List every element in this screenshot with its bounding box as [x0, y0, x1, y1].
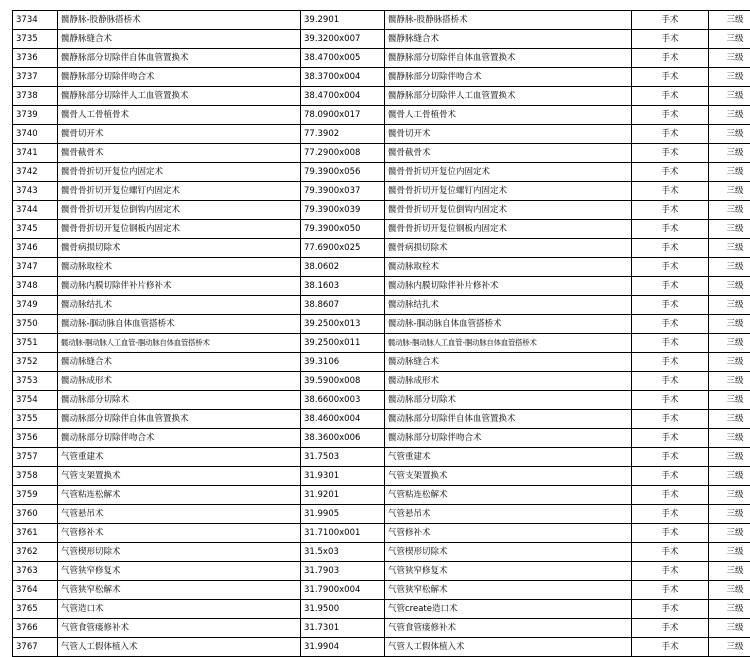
table-cell: 3747	[13, 258, 58, 277]
table-cell: 气管修补术	[58, 524, 301, 543]
table-cell: 三级	[709, 239, 750, 258]
table-cell: 髋静脉-股静脉搭桥术	[58, 11, 301, 30]
table-cell: 三级	[709, 372, 750, 391]
table-cell: 髋静脉部分切除伴人工血管置换术	[58, 87, 301, 106]
table-row	[13, 638, 750, 657]
table-cell: 3750	[13, 315, 58, 334]
table-cell: 气管楔形切除术	[58, 543, 301, 562]
table-cell: 手术	[632, 163, 709, 182]
table-row	[13, 410, 750, 429]
table-row	[13, 543, 750, 562]
table-cell: 77.3902	[301, 125, 385, 144]
table-cell: 31.9301	[301, 467, 385, 486]
table-cell: 三级	[709, 410, 750, 429]
table-cell: 髋骨病损切除术	[385, 239, 632, 258]
table-cell: 髋动脉内膜切除伴补片修补术	[58, 277, 301, 296]
table-cell: 三级	[709, 30, 750, 49]
table-cell: 3758	[13, 467, 58, 486]
table-row	[13, 429, 750, 448]
table-cell: 三级	[709, 144, 750, 163]
table-cell: 髋骨截骨术	[58, 144, 301, 163]
table-cell: 手术	[632, 410, 709, 429]
table-row	[13, 144, 750, 163]
table-cell: 39.2500x013	[301, 315, 385, 334]
table-cell: 髋动脉-腘动脉人工血管-腘动脉自体血管搭桥术	[58, 334, 301, 353]
table-cell: 38.4600x004	[301, 410, 385, 429]
table-cell: 气管狭窄修复术	[58, 562, 301, 581]
table-cell: 手术	[632, 11, 709, 30]
table-cell: 31.7301	[301, 619, 385, 638]
table-cell: 3767	[13, 638, 58, 657]
table-row	[13, 391, 750, 410]
table-cell: 38.8607	[301, 296, 385, 315]
table-cell: 79.3900x039	[301, 201, 385, 220]
table-cell: 38.6600x003	[301, 391, 385, 410]
table-cell: 手术	[632, 505, 709, 524]
table-cell: 38.4700x005	[301, 49, 385, 68]
table-cell: 髋动脉-腘动脉自体血管搭桥术	[58, 315, 301, 334]
table-cell: 髋静脉-股静脉搭桥术	[385, 11, 632, 30]
table-cell: 三级	[709, 125, 750, 144]
table-cell: 手术	[632, 182, 709, 201]
table-cell: 手术	[632, 524, 709, 543]
table-cell: 髋动脉结扎术	[58, 296, 301, 315]
table-cell: 3765	[13, 600, 58, 619]
table-cell: 气管重建术	[58, 448, 301, 467]
table-cell: 3748	[13, 277, 58, 296]
table-cell: 38.3700x004	[301, 68, 385, 87]
table-cell: 三级	[709, 11, 750, 30]
table-cell: 手术	[632, 619, 709, 638]
table-cell: 气管楔形切除术	[385, 543, 632, 562]
table-cell: 髋动脉部分切除伴自体血管置换术	[385, 410, 632, 429]
table-cell: 手术	[632, 353, 709, 372]
table-cell: 3744	[13, 201, 58, 220]
table-cell: 髋静脉部分切除伴吻合术	[385, 68, 632, 87]
table-cell: 三级	[709, 334, 750, 353]
table-cell: 3736	[13, 49, 58, 68]
table-cell: 气管支架置换术	[385, 467, 632, 486]
table-cell: 三级	[709, 277, 750, 296]
table-cell: 手术	[632, 429, 709, 448]
table-cell: 3763	[13, 562, 58, 581]
table-cell: 手术	[632, 372, 709, 391]
table-cell: 手术	[632, 30, 709, 49]
table-row	[13, 467, 750, 486]
table-cell: 3738	[13, 87, 58, 106]
table-cell: 手术	[632, 87, 709, 106]
table-row	[13, 106, 750, 125]
table-cell: 3753	[13, 372, 58, 391]
table-cell: 三级	[709, 600, 750, 619]
table-row	[13, 277, 750, 296]
table-cell: 手术	[632, 49, 709, 68]
table-cell: 77.2900x008	[301, 144, 385, 163]
table-row	[13, 353, 750, 372]
table-cell: 手术	[632, 334, 709, 353]
table-cell: 31.9201	[301, 486, 385, 505]
table-cell: 3751	[13, 334, 58, 353]
table-cell: 31.9500	[301, 600, 385, 619]
table-cell: 气管支架置换术	[58, 467, 301, 486]
table-cell: 3764	[13, 581, 58, 600]
table-cell: 手术	[632, 467, 709, 486]
table-cell: 手术	[632, 201, 709, 220]
table-cell: 髋动脉成形术	[58, 372, 301, 391]
table-cell: 手术	[632, 600, 709, 619]
table-cell: 手术	[632, 106, 709, 125]
table-cell: 髋骨骨折切开复位钢板内固定术	[58, 220, 301, 239]
table-cell: 气管食管瘘修补术	[385, 619, 632, 638]
table-cell: 3740	[13, 125, 58, 144]
table-cell: 31.7100x001	[301, 524, 385, 543]
table-cell: 气管悬吊术	[385, 505, 632, 524]
table-cell: 髋静脉部分切除伴吻合术	[58, 68, 301, 87]
table-cell: 髋骨骨折切开复位内固定术	[385, 163, 632, 182]
table-cell: 38.3600x006	[301, 429, 385, 448]
table-cell: 三级	[709, 638, 750, 657]
table-cell: 髋动脉内膜切除伴补片修补术	[385, 277, 632, 296]
table-cell: 手术	[632, 296, 709, 315]
table-cell: 三级	[709, 87, 750, 106]
table-row	[13, 600, 750, 619]
table-cell: 手术	[632, 448, 709, 467]
table-cell: 3749	[13, 296, 58, 315]
table-row	[13, 258, 750, 277]
table-cell: 三级	[709, 486, 750, 505]
table-cell: 三级	[709, 353, 750, 372]
table-cell: 髋骨切开术	[385, 125, 632, 144]
table-row	[13, 315, 750, 334]
table-cell: 气管人工假体植入术	[58, 638, 301, 657]
table-cell: 手术	[632, 277, 709, 296]
table-cell: 三级	[709, 315, 750, 334]
table-cell: 78.0900x017	[301, 106, 385, 125]
table-cell: 3739	[13, 106, 58, 125]
table-cell: 三级	[709, 258, 750, 277]
table-cell: 气管粘连松解术	[385, 486, 632, 505]
table-cell: 三级	[709, 448, 750, 467]
table-cell: 气管造口术	[58, 600, 301, 619]
table-cell: 手术	[632, 562, 709, 581]
table-row	[13, 125, 750, 144]
table-row	[13, 296, 750, 315]
table-body	[13, 11, 750, 657]
table-cell: 髋动脉部分切除伴吻合术	[385, 429, 632, 448]
table-cell: 手术	[632, 638, 709, 657]
table-cell: 气管人工假体植入术	[385, 638, 632, 657]
table-cell: 手术	[632, 486, 709, 505]
table-row	[13, 87, 750, 106]
table-row	[13, 505, 750, 524]
table-row	[13, 486, 750, 505]
table-cell: 髋骨骨折切开复位螺钉内固定术	[385, 182, 632, 201]
table-cell: 三级	[709, 524, 750, 543]
table-cell: 3762	[13, 543, 58, 562]
table-cell: 3734	[13, 11, 58, 30]
table-row	[13, 372, 750, 391]
table-cell: 31.9905	[301, 505, 385, 524]
table-cell: 髋静脉部分切除伴自体血管置换术	[58, 49, 301, 68]
table-cell: 手术	[632, 144, 709, 163]
table-cell: 39.3200x007	[301, 30, 385, 49]
table-cell: 手术	[632, 391, 709, 410]
table-cell: 气管狭窄修复术	[385, 562, 632, 581]
table-cell: 三级	[709, 543, 750, 562]
table-row	[13, 239, 750, 258]
table-row	[13, 562, 750, 581]
table-cell: 气管悬吊术	[58, 505, 301, 524]
table-cell: 髋静脉缝合术	[385, 30, 632, 49]
table-cell: 手术	[632, 125, 709, 144]
table-cell: 髋动脉部分切除伴自体血管置换术	[58, 410, 301, 429]
table-cell: 79.3900x037	[301, 182, 385, 201]
table-cell: 三级	[709, 581, 750, 600]
table-cell: 髋动脉-腘动脉人工血管-腘动脉自体血管搭桥术	[385, 334, 632, 353]
table-cell: 三级	[709, 106, 750, 125]
table-row	[13, 524, 750, 543]
table-cell: 三级	[709, 505, 750, 524]
table-cell: 髋骨骨折切开复位倒钩内固定术	[385, 201, 632, 220]
table-cell: 髋骨人工骨植骨术	[385, 106, 632, 125]
table-cell: 三级	[709, 429, 750, 448]
table-cell: 3742	[13, 163, 58, 182]
table-cell: 髋动脉-腘动脉自体血管搭桥术	[385, 315, 632, 334]
table-cell: 气管修补术	[385, 524, 632, 543]
table-cell: 髋静脉缝合术	[58, 30, 301, 49]
table-row	[13, 11, 750, 30]
table-cell: 髋动脉取栓术	[58, 258, 301, 277]
table-cell: 髋骨截骨术	[385, 144, 632, 163]
table-cell: 31.7503	[301, 448, 385, 467]
table-row	[13, 49, 750, 68]
table-cell: 气管狭窄松解术	[58, 581, 301, 600]
table-cell: 3755	[13, 410, 58, 429]
table-row	[13, 220, 750, 239]
table-cell: 3754	[13, 391, 58, 410]
table-cell: 髋骨骨折切开复位倒钩内固定术	[58, 201, 301, 220]
table-cell: 77.6900x025	[301, 239, 385, 258]
table-cell: 手术	[632, 315, 709, 334]
table-cell: 髋骨病损切除术	[58, 239, 301, 258]
table-cell: 31.9904	[301, 638, 385, 657]
table-cell: 三级	[709, 182, 750, 201]
table-cell: 髋骨骨折切开复位钢板内固定术	[385, 220, 632, 239]
table-cell: 气管狭窄松解术	[385, 581, 632, 600]
table-cell: 髋静脉部分切除伴人工血管置换术	[385, 87, 632, 106]
table-cell: 3759	[13, 486, 58, 505]
table-cell: 三级	[709, 467, 750, 486]
table-cell: 髋动脉部分切除伴吻合术	[58, 429, 301, 448]
table-cell: 3743	[13, 182, 58, 201]
table-cell: 三级	[709, 296, 750, 315]
table-cell: 髋骨人工骨植骨术	[58, 106, 301, 125]
table-cell: 气管食管瘘修补术	[58, 619, 301, 638]
table-cell: 手术	[632, 68, 709, 87]
table-row	[13, 581, 750, 600]
table-cell: 髋动脉结扎术	[385, 296, 632, 315]
table-cell: 79.3900x050	[301, 220, 385, 239]
table-cell: 31.7903	[301, 562, 385, 581]
table-row	[13, 68, 750, 87]
table-cell: 38.1603	[301, 277, 385, 296]
table-cell: 三级	[709, 49, 750, 68]
table-cell: 3756	[13, 429, 58, 448]
table-cell: 31.7900x004	[301, 581, 385, 600]
table-row	[13, 448, 750, 467]
table-cell: 手术	[632, 581, 709, 600]
table-row	[13, 619, 750, 638]
table-cell: 39.2500x011	[301, 334, 385, 353]
table-cell: 三级	[709, 619, 750, 638]
table-cell: 3745	[13, 220, 58, 239]
table-cell: 38.0602	[301, 258, 385, 277]
table-cell: 髋动脉取栓术	[385, 258, 632, 277]
table-cell: 髋动脉成形术	[385, 372, 632, 391]
table-cell: 气管create造口术	[385, 600, 632, 619]
table-cell: 髋骨骨折切开复位螺钉内固定术	[58, 182, 301, 201]
table-cell: 手术	[632, 220, 709, 239]
table-cell: 髋骨切开术	[58, 125, 301, 144]
table-row	[13, 163, 750, 182]
table-row	[13, 30, 750, 49]
table-cell: 3746	[13, 239, 58, 258]
table-cell: 3757	[13, 448, 58, 467]
table-cell: 髋骨骨折切开复位内固定术	[58, 163, 301, 182]
table-cell: 手术	[632, 239, 709, 258]
table-cell: 三级	[709, 391, 750, 410]
table-cell: 39.3106	[301, 353, 385, 372]
table-cell: 3760	[13, 505, 58, 524]
table-cell: 39.2901	[301, 11, 385, 30]
table-cell: 3761	[13, 524, 58, 543]
table-cell: 髋动脉缝合术	[385, 353, 632, 372]
table-cell: 39.5900x008	[301, 372, 385, 391]
table-cell: 3741	[13, 144, 58, 163]
table-cell: 三级	[709, 562, 750, 581]
table-cell: 手术	[632, 543, 709, 562]
table-cell: 髋动脉缝合术	[58, 353, 301, 372]
surgery-code-table	[12, 10, 750, 657]
table-cell: 38.4700x004	[301, 87, 385, 106]
table-cell: 三级	[709, 220, 750, 239]
table-row	[13, 182, 750, 201]
table-cell: 髋动脉部分切除术	[58, 391, 301, 410]
table-row	[13, 201, 750, 220]
table-cell: 3766	[13, 619, 58, 638]
table-cell: 79.3900x056	[301, 163, 385, 182]
table-row	[13, 334, 750, 353]
table-cell: 三级	[709, 201, 750, 220]
table-cell: 三级	[709, 163, 750, 182]
table-cell: 手术	[632, 258, 709, 277]
table-cell: 三级	[709, 68, 750, 87]
table-cell: 31.5x03	[301, 543, 385, 562]
table-cell: 气管粘连松解术	[58, 486, 301, 505]
table-cell: 髋动脉部分切除术	[385, 391, 632, 410]
table-cell: 髋静脉部分切除伴自体血管置换术	[385, 49, 632, 68]
table-cell: 3752	[13, 353, 58, 372]
table-cell: 3735	[13, 30, 58, 49]
table-cell: 气管重建术	[385, 448, 632, 467]
table-cell: 3737	[13, 68, 58, 87]
